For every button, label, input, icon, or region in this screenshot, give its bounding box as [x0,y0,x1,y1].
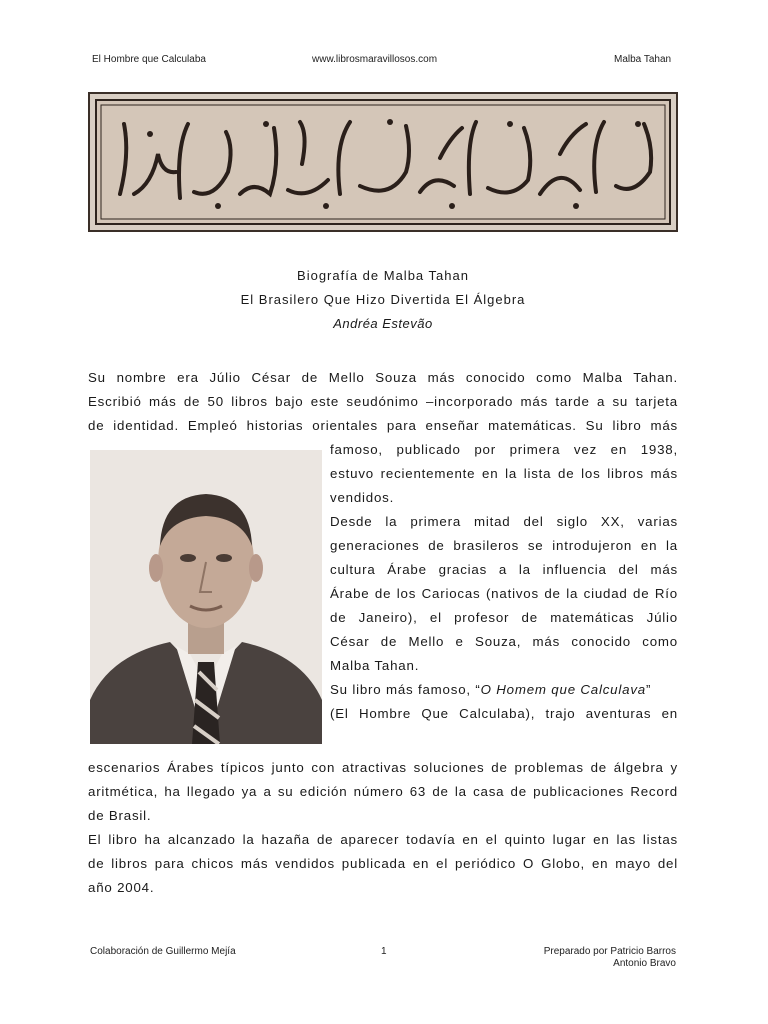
text-line: Árabe de los Cariocas (nativos de la ciudad de Río [330,586,678,601]
text-line: famoso, publicado por primera vez en 1938, [330,442,678,457]
header-left: El Hombre que Calculaba [92,54,206,65]
title-block [88,264,678,336]
portrait-icon [90,450,322,744]
text-line: (El Hombre Que Calculaba), trajo aventuras en [330,706,678,721]
text-line: aritmética, ha llegado ya a su edición número 63 de la casa de publicaciones Record [88,784,678,799]
text-line: de identidad. Empleó historias orientales para enseñar matemáticas. Su libro más [88,418,678,433]
title-author: Andréa Estevão [333,316,433,331]
header-right: Malba Tahan [614,54,672,65]
book-title-line [330,678,678,702]
title-line-2: El Brasilero Que Hizo Divertida El Álgebra [240,292,526,307]
text-line: de libros para chicos más vendidos publicada en el periódico O Globo, en mayo del [88,856,678,871]
text-line: de Janeiro), el profesor de matemáticas Júlio [330,610,678,625]
text-line: de Brasil. [88,808,152,823]
intro-paragraph [88,366,678,438]
footer-left: Colaboración de Guillermo Mejía [90,946,236,957]
footer-right-2: Antonio Bravo [613,958,676,969]
text-line: estuvo recientemente en la lista de los libros más [330,466,678,481]
calligraphy-banner [88,92,678,232]
text-line: Su nombre era Júlio César de Mello Souza más conocido como Malba Tahan. [88,370,678,385]
book-line-prefix: Su libro más famoso, “ [330,682,481,697]
text-line: cultura Árabe gracias a la influencia del más [330,562,678,577]
text-line: César de Mello e Souza, más conocido como [330,634,678,649]
text-line: El libro ha alcanzado la hazaña de aparecer todavía en el quinto lugar en las listas [88,832,678,847]
book-title: O Homem que Calculava [480,682,646,697]
text-line: año 2004. [88,880,155,895]
closing-paragraph [88,756,678,900]
footer-page-number: 1 [381,946,387,957]
arabic-calligraphy-icon [90,94,676,230]
text-line: Malba Tahan. [330,658,420,673]
header-center[interactable]: www.librosmaravillosos.com [312,54,438,65]
text-line: Escribió más de 50 libros bajo este seudónimo –incorporado más tarde a su tarjeta [88,394,678,409]
text-line: Desde la primera mitad del siglo XX, varias [330,514,678,529]
text-line: generaciones de brasileros se introdujeron en la [330,538,678,553]
footer-right-1: Preparado por Patricio Barros [543,946,676,957]
portrait-photo [90,450,322,744]
text-line: vendidos. [330,490,395,505]
side-paragraph [330,438,678,726]
book-line-suffix: ” [645,682,652,697]
title-line-1: Biografía de Malba Tahan [297,268,469,283]
text-line: escenarios Árabes típicos junto con atractivas soluciones de problemas de álgebra y [88,760,678,775]
